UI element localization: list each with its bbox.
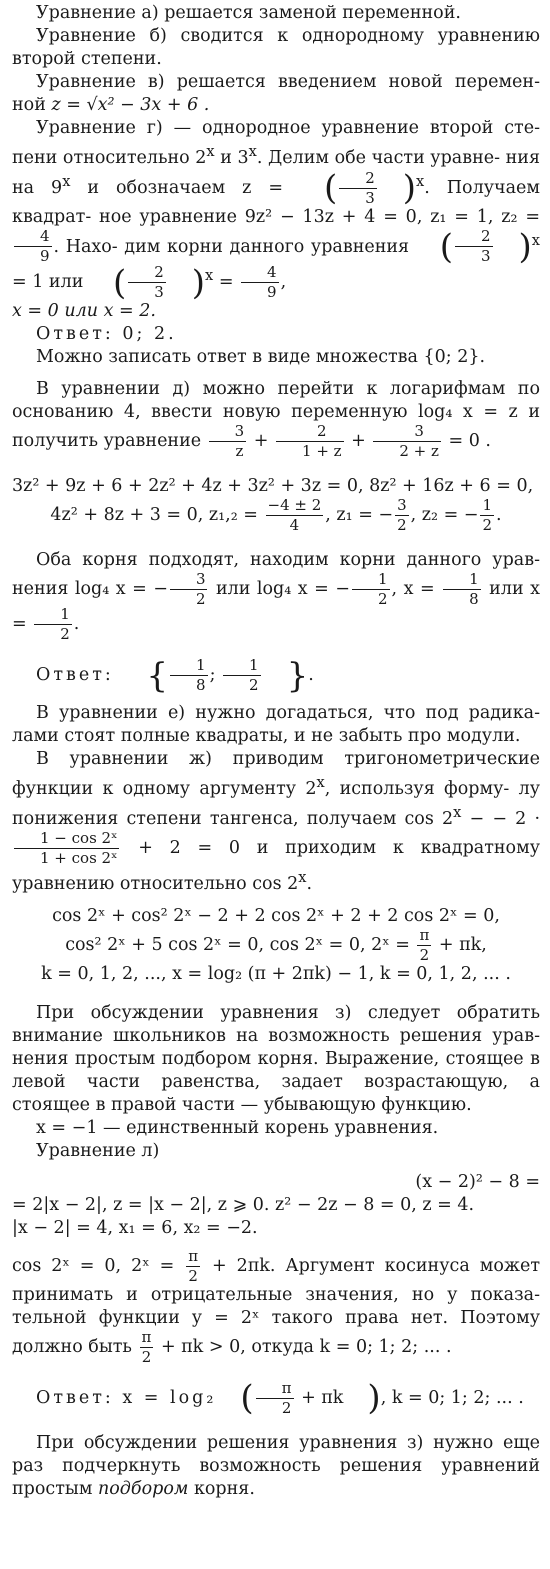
- answer-d: Ответ: { $\frac{1}{8}$ ; $\frac{1}{2}$ }.: [36, 655, 314, 696]
- exponent: x: [531, 231, 540, 249]
- left-brace: {: [146, 655, 169, 696]
- text-line: . Нахо- дим корни данного уравнения: [53, 236, 416, 257]
- italic-word: подбором: [98, 1478, 189, 1499]
- formula: = 2|x − 2|, z = |x − 2|, z ⩾ 0. z² − 2z − 8 = 0, z = 4.: [12, 1194, 475, 1215]
- fraction-cos: $\frac{\text{1 − cos 2ˣ}}{\text{1 + cos 2ˣ}}$: [14, 831, 119, 866]
- fraction-4-9: $\frac{4}{9}$: [241, 265, 279, 300]
- right-brace: }: [286, 655, 309, 696]
- exponent: x: [416, 172, 425, 190]
- formula: + πk: [295, 1387, 344, 1408]
- text-line: Уравнение а) решается заменой переменной.: [36, 3, 461, 23]
- paragraph-d-roots: Оба корня подходят, находим корни данного урав- нения log₄ x = − $\frac{3}{2}$ или log₄ x = − $\frac{1}{2}$ , x = $\frac{1}{8}$ или x = $\frac{1}{2}$ .: [12, 550, 540, 644]
- text-line: Уравнение в) решается введением новой перемен- ной: [12, 72, 540, 115]
- equation-line: [12, 1171, 540, 1194]
- roots-line: [12, 300, 540, 323]
- exponent: x: [206, 143, 215, 160]
- text-line: − − 2 ·: [461, 808, 541, 829]
- paragraph-zh: В уравнении ж) приводим тригонометрические функции к одному аргументу 2$^x$, используя форму- лу понижения степени тангенса, получаем $\cos 2^x$ − − 2 · $\frac{\text{1 − cos 2ˣ}}{\text{1 + cos 2ˣ}}$ + 2 = 0 и приходим к квадратному уравнению относительно cos 2$^x$.: [12, 749, 541, 894]
- paragraph-b: [12, 25, 540, 71]
- paragraph-e: [12, 702, 540, 748]
- fraction-2-3: $\frac{2}{3}$: [128, 265, 166, 300]
- text-line: + 2πk. Аргумент косинуса может принимать и отрицательные значения, но у показа- тельной функции y = 2ˣ такого права нет. Поэтому должно быть: [12, 1255, 540, 1357]
- formula: + πk,: [433, 934, 487, 955]
- text-line: = 1 или: [12, 272, 89, 293]
- fraction-2-3: $\frac{2}{3}$: [339, 171, 377, 206]
- exponent: x: [316, 774, 325, 792]
- equation-line: [12, 963, 540, 986]
- text-line: Уравнение б) сводится к однородному уравнению второй степени.: [12, 26, 540, 69]
- fraction-roots: $\frac{-4 \pm 2}{4}$: [267, 496, 322, 535]
- formula: (x − 2)² − 8 =: [415, 1171, 540, 1192]
- text-line: x = 0 или x = 2.: [12, 301, 156, 322]
- formula: k = 0, 1, 2, ..., x = log₂ (π + 2πk) − 1, k = 0, 1, 2, ... .: [41, 963, 511, 984]
- fraction-pi-2: $\frac{\pi}{2}$: [141, 1327, 152, 1366]
- formula: , z₂ = −: [410, 505, 479, 526]
- closing-paragraph: [12, 1432, 540, 1501]
- answer-text: Ответ: x = log₂: [36, 1387, 217, 1408]
- exponent: x: [248, 143, 257, 160]
- fraction-1-2: $\frac{1}{2}$: [352, 572, 390, 607]
- equation-line: [12, 1194, 540, 1217]
- set-note: [12, 346, 540, 369]
- text-line: x = −1 — единственный корень уравнения.: [36, 1117, 439, 1138]
- paragraph-a: [12, 2, 540, 25]
- right-paren: ): [191, 262, 206, 303]
- formula: |x − 2| = 4, x₁ = 6, x₂ = −2.: [12, 1217, 258, 1238]
- text-line: корня.: [188, 1478, 255, 1499]
- text-line: или x =: [12, 579, 540, 635]
- exponent: x: [453, 804, 462, 822]
- right-paren: ): [518, 226, 532, 267]
- paragraph-g: [12, 117, 540, 303]
- equation-line: [12, 475, 540, 498]
- text-line: В уравнении д) можно перейти к логарифмам по основанию 4, ввести новую переменную log₄ x = z и получить уравнение: [12, 379, 540, 452]
- equation-line: [12, 1217, 540, 1240]
- paragraph-cos: [12, 1246, 540, 1366]
- formula: 4z² + 8z + 3 = 0, z₁,₂ =: [50, 505, 264, 526]
- text-line: При обсуждении решения уравнения з) нужно еще раз подчеркнуть возможность решения уравнений простым: [12, 1432, 540, 1499]
- text-line: . Получаем квадрат- ное уравнение 9z² − 13z + 4 = 0, z₁ = 1, z₂ =: [12, 177, 540, 227]
- fraction-2-3: $\frac{2}{3}$: [455, 229, 493, 264]
- equation-l-title: [12, 1140, 540, 1163]
- fraction-pi-2: $\frac{\pi}{2}$: [188, 1246, 199, 1285]
- fraction-1-2: $\frac{1}{2}$: [34, 607, 72, 642]
- formula-z-sqrt: z = √x² − 3x + 6 .: [51, 95, 210, 115]
- text-line: или log₄ x = −: [209, 579, 350, 600]
- answer-text: Ответ:: [36, 665, 123, 686]
- equation-line: [12, 925, 540, 964]
- text-line: + πk > 0, откуда k = 0; 1; 2; ... .: [155, 1336, 452, 1357]
- left-paren: (: [323, 168, 338, 209]
- text-line: , используя форму- лу понижения степени тангенса, получаем cos 2: [12, 779, 540, 829]
- equation-line: 4z² + 8z + 3 = 0, z₁,₂ = $\frac{-4 \pm 2}{4}$ , z₁ = − $\frac{3}{2}$ , z₂ = − $\frac{1}{2}$ .: [50, 496, 502, 535]
- right-paren: ): [402, 168, 417, 209]
- text-line: Уравнение г) — однородное уравнение второй сте- пени относительно 2: [12, 118, 540, 168]
- text-line: cos 2ˣ = 0, 2ˣ =: [12, 1255, 185, 1276]
- fraction-3-z: $\frac{3}{z}$: [209, 424, 247, 459]
- text-line: = 0 .: [442, 431, 491, 452]
- equation-line: [12, 905, 540, 928]
- text-line: При обсуждении уравнения з) следует обратить внимание школьников на возможность решения урав- нения простым подбором корня. Выражение, стоящее в левой части равенства, задает возрастающую, а стоящее в правой части — убывающую функцию.: [12, 1002, 540, 1115]
- fraction-1-2: $\frac{1}{2}$: [482, 496, 492, 535]
- paragraph-v: [12, 71, 540, 117]
- exponent: x: [205, 267, 214, 285]
- unique-root: [12, 1117, 540, 1140]
- answer-l: [12, 1378, 540, 1419]
- text-line: Можно записать ответ в виде множества {0; 2}.: [36, 347, 486, 368]
- fraction-4-9: $\frac{4}{9}$: [14, 229, 52, 264]
- left-paren: (: [112, 262, 127, 303]
- text-line: и обозначаем z =: [70, 177, 300, 198]
- fraction-1-8: $\frac{1}{8}$: [170, 658, 208, 693]
- formula: cos² 2ˣ + 5 cos 2ˣ = 0, cos 2ˣ = 0, 2ˣ =: [65, 934, 416, 955]
- right-paren: ): [367, 1378, 381, 1419]
- fraction-3-2: $\frac{3}{2}$: [170, 572, 208, 607]
- formula: 3z² + 9z + 6 + 2z² + 4z + 3z² + 3z = 0, 8z² + 16z + 6 = 0,: [12, 476, 534, 497]
- text-line: В уравнении е) нужно догадаться, что под радика- лами стоят полные квадраты, и не забыть про модули.: [12, 703, 540, 747]
- text-line: . Делим обе части уравне- ния на 9: [12, 147, 540, 198]
- fraction-1-8: $\frac{1}{8}$: [443, 572, 481, 607]
- text-line: =: [213, 272, 240, 293]
- fraction-2-1z: $\frac{2}{1 + z}$: [276, 424, 344, 459]
- fraction-pi-2: $\frac{\pi}{2}$: [256, 1381, 294, 1416]
- answer-g: [12, 323, 540, 346]
- exponent: x: [298, 868, 307, 886]
- text-line: В уравнении ж) приводим тригонометрические функции к одному аргументу 2: [12, 749, 540, 800]
- text-line: Оба корня подходят, находим корни данного урав- нения log₄ x = −: [12, 550, 540, 600]
- formula: , k = 0; 1; 2; ... .: [380, 1387, 524, 1408]
- exponent: x: [62, 172, 71, 190]
- text-line: Уравнение л): [36, 1140, 160, 1161]
- paragraph-d: В уравнении д) можно перейти к логарифмам по основанию 4, ввести новую переменную log₄ x = z и получить уравнение $\frac{3}{z}$ + $\frac{2}{1 + z}$ + $\frac{3}{2 + z}$ = 0 .: [12, 379, 540, 461]
- text-line: и 3: [214, 147, 249, 168]
- fraction-3-2z: $\frac{3}{2 + z}$: [373, 424, 441, 459]
- text-line: + 2 = 0 и приходим к квадратному уравнению относительно cos 2: [12, 837, 540, 894]
- answer-text: Ответ: 0; 2.: [36, 324, 177, 345]
- left-paren: (: [240, 1378, 254, 1419]
- fraction-3-2: $\frac{3}{2}$: [397, 496, 407, 535]
- paragraph-z: [12, 1002, 540, 1117]
- fraction-1-2: $\frac{1}{2}$: [223, 658, 261, 693]
- formula: cos 2ˣ + cos² 2ˣ − 2 + 2 cos 2ˣ + 2 + 2 cos 2ˣ = 0,: [52, 905, 500, 926]
- text-line: , x =: [391, 579, 442, 600]
- left-paren: (: [439, 226, 453, 267]
- text-line: ,: [280, 272, 287, 293]
- formula: , z₁ = −: [325, 505, 394, 526]
- fraction-pi-2: $\frac{\pi}{2}$: [419, 925, 430, 964]
